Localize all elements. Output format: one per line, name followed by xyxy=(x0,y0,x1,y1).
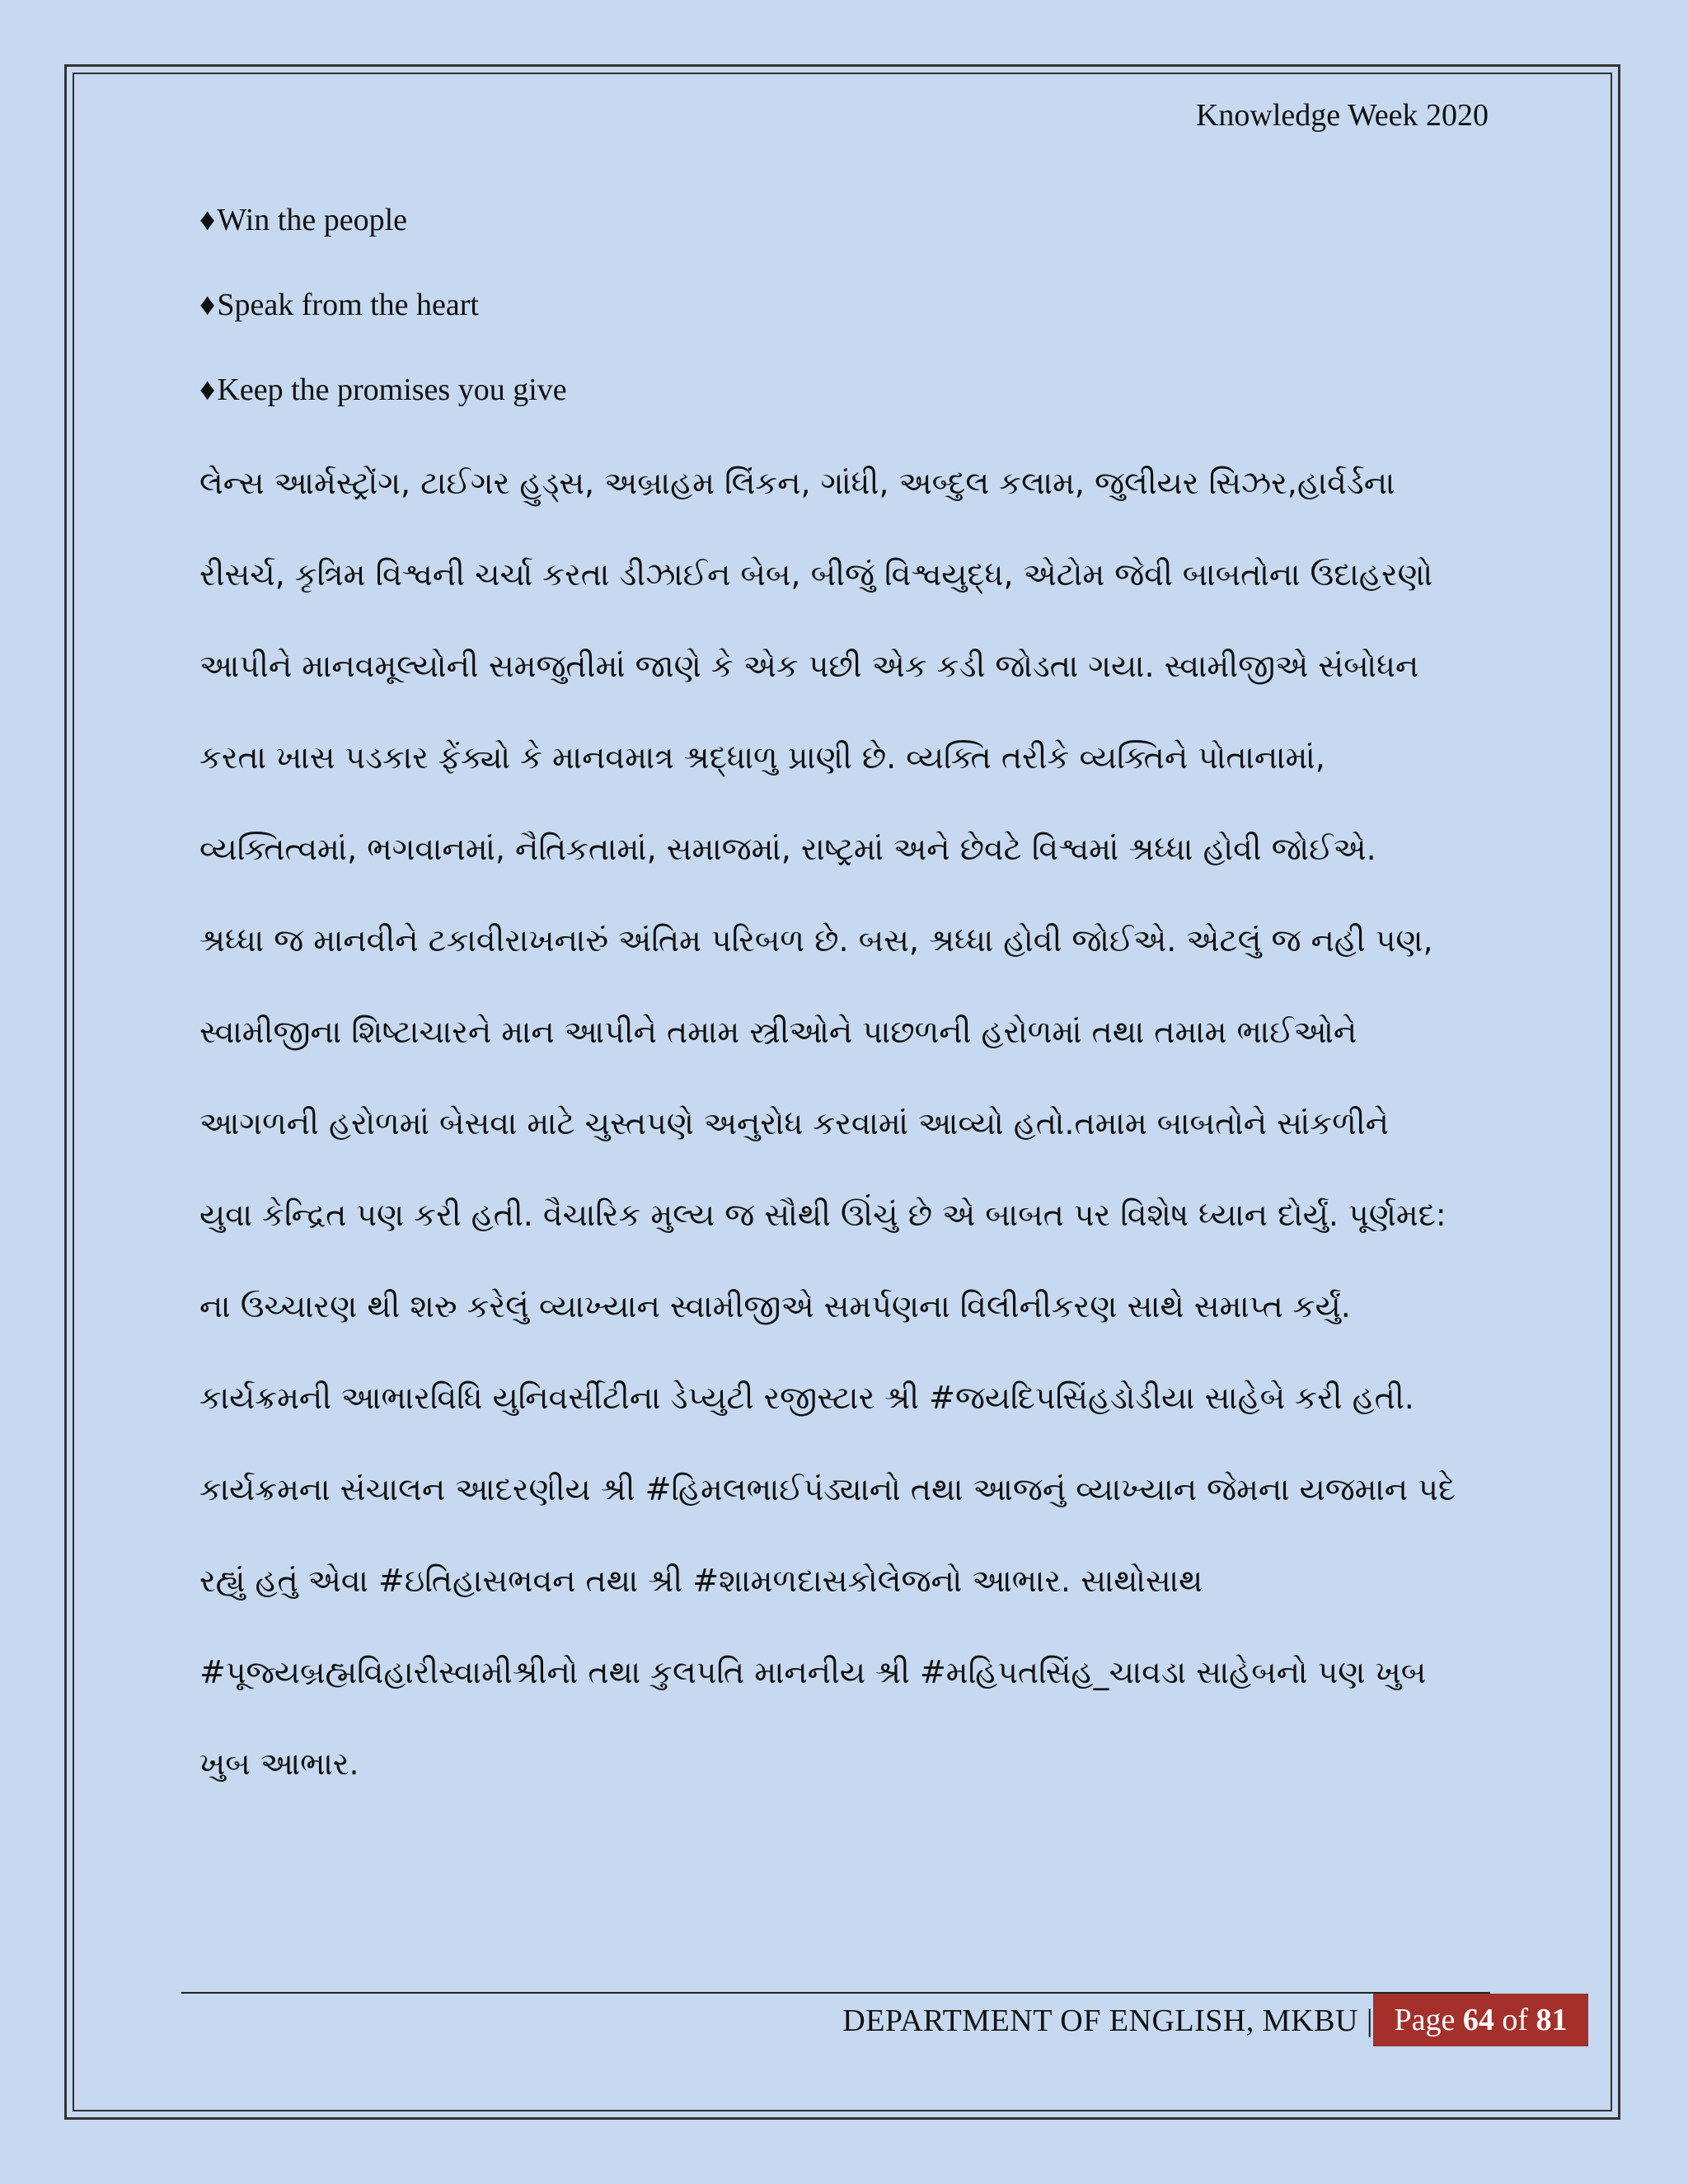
page-word: Page xyxy=(1394,2003,1456,2037)
text-line: રહ્યું હતું એવા #ઇતિહાસભવન તથા શ્રી #શામળદાસકોલેજનો આભાર. સાથોસાથ xyxy=(199,1563,1203,1599)
page-header-title: Knowledge Week 2020 xyxy=(1195,98,1489,133)
text-line: ના ઉચ્ચારણ થી શરુ કરેલું વ્યાખ્યાન સ્વામીજીએ સમર્પણના વિલીનીકરણ સાથે સમાપ્ત કર્યું. xyxy=(199,1288,1351,1324)
text-line: ખુબ આભાર. xyxy=(199,1746,359,1782)
text-line: #પૂજ્યબ્રહ્મવિહારીસ્વામીશ્રીનો તથા કુલપતિ માનનીય શ્રી #મહિપતસિંહ_ચાવડા સાહેબનો પણ ખુબ xyxy=(199,1654,1427,1690)
footer-divider xyxy=(181,1992,1490,1994)
text-line: સ્વામીજીના શિષ્ટાચારને માન આપીને તમામ સ્ત્રીઓને પાછળની હરોળમાં તથા તમામ ભાઈઓને xyxy=(199,1014,1357,1050)
text-line: યુવા કેન્દ્રિત પણ કરી હતી. વૈચારિક મુલ્ય જ સૌથી ઊંચું છે એ બાબત પર વિશેષ ધ્યાન દોર્યું. પૂર્ણમદ: xyxy=(199,1197,1447,1233)
diamond-bullet-icon: ♦ xyxy=(199,203,216,237)
text-line: આગળની હરોળમાં બેસવા માટે ચુસ્તપણે અનુરોધ કરવામાં આવ્યો હતો.તમામ બાબતોને સાંકળીને xyxy=(199,1105,1389,1141)
text-line: આપીને માનવમૂલ્યોની સમજુતીમાં જાણે કે એક પછી એક કડી જોડતા ગયા. સ્વામીજીએ સંબોધન xyxy=(199,648,1419,684)
page-current: 64 xyxy=(1462,2003,1494,2037)
text-line: કરતા ખાસ પડકાર ફેંક્યો કે માનવમાત્ર શ્રદ્ધાળુ પ્રાણી છે. વ્યક્તિ તરીકે વ્યક્તિને પોતાનામાં, xyxy=(199,739,1325,776)
page-number-badge xyxy=(1373,1994,1588,2046)
text-line: શ્રધ્ધા જ માનવીને ટકાવીરાખનારું અંતિમ પરિબળ છે. બસ, શ્રધ્ધા હોવી જોઈએ. એટલું જ નહી પણ, xyxy=(199,922,1433,958)
text-line: લેન્સ આર્મસ્ટ્રોંગ, ટાઈગર હુડ્સ, અબ્રાહમ લિંકન, ગાંધી, અબ્દુલ કલામ, જુલીયર સિઝર,હાર્વર્ડના xyxy=(199,465,1395,501)
bullet-item xyxy=(199,196,1489,281)
diamond-bullet-icon: ♦ xyxy=(199,373,216,407)
diamond-bullet-icon: ♦ xyxy=(199,288,216,322)
bullet-text: Win the people xyxy=(217,203,408,237)
text-line: કાર્યક્રમના સંચાલન આદરણીય શ્રી #હિમલભાઈપંડ્યાનો તથા આજનું વ્યાખ્યાન જેમના યજમાન પદે xyxy=(199,1471,1456,1507)
page-of: of xyxy=(1502,2003,1529,2037)
bullet-text: Speak from the heart xyxy=(217,288,479,322)
text-line: વ્યક્તિત્વમાં, ભગવાનમાં, નૈતિકતામાં, સમાજમાં, રાષ્ટ્રમાં અને છેવટે વિશ્વમાં શ્રધ્ધા હોવી જોઈએ. xyxy=(199,831,1376,867)
paragraph-acknowledgements xyxy=(199,1352,1489,1810)
paragraph-lecture-summary xyxy=(199,438,1489,1352)
bullet-item xyxy=(199,281,1489,366)
bullet-text: Keep the promises you give xyxy=(217,373,567,407)
text-line: કાર્યક્રમની આભારવિધિ યુનિવર્સીટીના ડેપ્યુટી રજીસ્ટાર શ્રી #જયદિપસિંહડોડીયા સાહેબે કરી હતી. xyxy=(199,1380,1414,1416)
footer-department: DEPARTMENT OF ENGLISH, MKBU | xyxy=(842,2004,1373,2038)
text-line: રીસર્ચ, કૃત્રિમ વિશ્વની ચર્ચા કરતા ડીઝાઈન બેબ, બીજું વિશ્વયુદ્ધ, એટોમ જેવી બાબતોના ઉદાહરણો xyxy=(199,556,1433,593)
page-content xyxy=(199,196,1489,1810)
page-total: 81 xyxy=(1536,2003,1568,2037)
